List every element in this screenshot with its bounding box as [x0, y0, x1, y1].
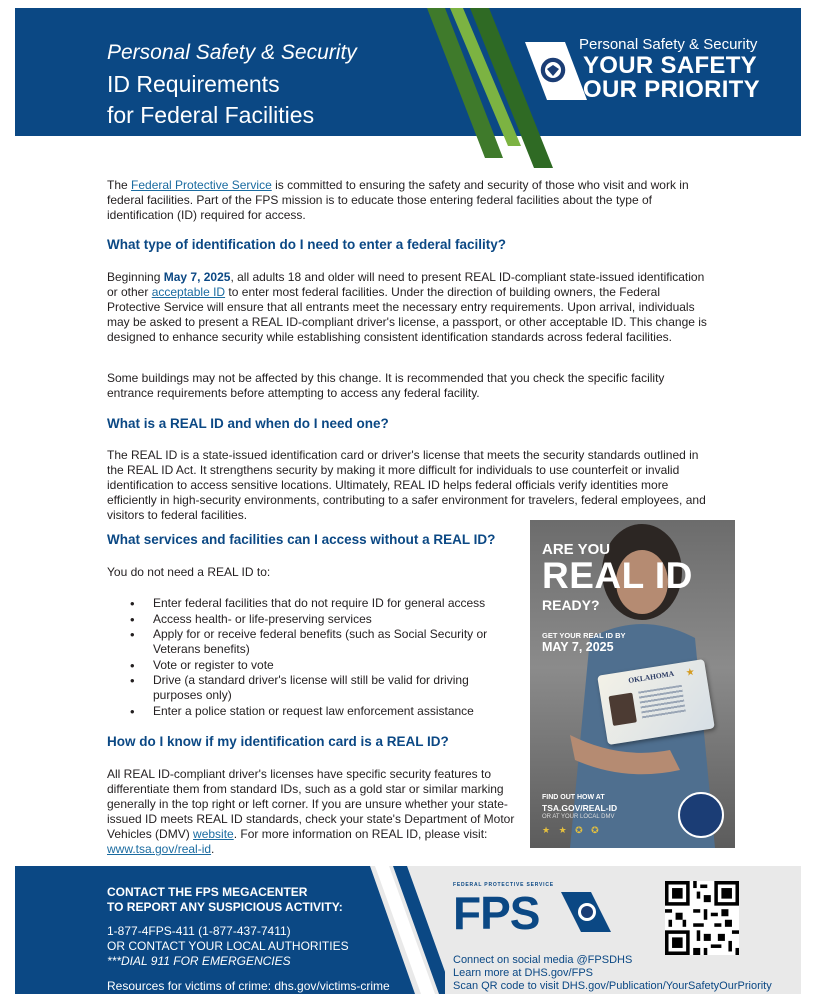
star-icons: ★ ★ ✪ ✪ — [542, 825, 602, 835]
services-intro: You do not need a REAL ID to: — [107, 565, 271, 579]
footer-contact-heading — [107, 885, 367, 915]
card-state: OKLAHOMA — [627, 668, 675, 686]
footer-emergency: ***DIAL 911 FOR EMERGENCIES — [107, 954, 291, 968]
dhs-seal-icon — [678, 792, 724, 838]
contact-line2: TO REPORT ANY SUSPICIOUS ACTIVITY: — [107, 900, 343, 914]
brand-slogan — [583, 54, 760, 102]
contact-line1: CONTACT THE FPS MEGACENTER — [107, 885, 308, 899]
identification-paragraph — [107, 270, 707, 345]
tsa-real-id-link[interactable]: www.tsa.gov/real-id — [107, 842, 212, 856]
phone-number[interactable]: 1-877-4FPS-411 (1-877-437-7411) — [107, 924, 291, 938]
services-list — [107, 596, 507, 719]
gold-star-icon: ★ — [685, 666, 696, 679]
list-item: • Enter federal facilities that do not require ID for general access — [107, 596, 507, 611]
qr-code-icon[interactable] — [665, 881, 739, 955]
list-item: • Enter a police station or request law enforcement assistance — [107, 704, 507, 719]
brand-slogan-line1: YOUR SAFETY — [583, 52, 757, 79]
deadline-date: May 7, 2025 — [163, 270, 231, 284]
fps-letters: FPS — [453, 887, 540, 939]
document-page — [15, 8, 801, 994]
brand-small-text: Personal Safety & Security — [579, 36, 758, 53]
card-details — [638, 685, 686, 720]
learn-more-text: Learn more at DHS.gov/FPS — [453, 967, 594, 979]
dmv-website-link[interactable]: website — [193, 827, 234, 841]
dhs-logo-icon — [525, 36, 587, 100]
fps-logo — [453, 882, 613, 944]
buildings-paragraph: Some buildings may not be affected by this change. It is recommended that you check the specific facility entrance requirements before attempting to access any federal facility. — [107, 371, 665, 400]
list-item: • Access health- or life-preserving services — [107, 612, 507, 627]
footer-victims-resources: Resources for victims of crime: dhs.gov/victims-crime — [107, 979, 390, 993]
acceptable-id-link[interactable]: acceptable ID — [151, 285, 226, 299]
header-banner — [15, 8, 801, 136]
poster-dmv: OR AT YOUR LOCAL DMV — [542, 814, 615, 820]
id-text-a: Beginning — [107, 270, 164, 284]
list-item: • Vote or register to vote — [107, 658, 507, 673]
verify-paragraph — [107, 767, 527, 857]
fps-flag-icon — [561, 892, 611, 932]
header-title-line2: for Federal Facilities — [107, 102, 315, 128]
poster-get-by: GET YOUR REAL ID BY — [542, 631, 626, 640]
section-heading-verify: How do I know if my identification card is a REAL ID? — [107, 734, 449, 749]
poster-real-id: REAL ID — [542, 555, 693, 596]
fps-small-label: FEDERAL PROTECTIVE SERVICE — [453, 882, 554, 888]
poster-url: TSA.GOV/REAL-ID — [542, 803, 618, 813]
qr-instructions: Scan QR code to visit DHS.gov/Publication/YourSafetyOurPriority — [453, 980, 772, 992]
verify-text-c: . — [211, 842, 215, 856]
header-title-line1: ID Requirements — [107, 71, 280, 97]
section-heading-services: What services and facilities can I access without a REAL ID? — [107, 532, 496, 547]
list-item: • Apply for or receive federal benefits (such as Social Security or Veterans benefits) — [107, 627, 507, 657]
real-id-poster — [530, 520, 735, 848]
footer-connect-block — [453, 954, 772, 993]
intro-text-b: is committed to ensuring the safety and security of those who visit and work in federal facilities. Part of the FPS mission is to educate those entering federal facilities about the type of identification (ID) required for access. — [107, 178, 689, 222]
poster-date: MAY 7, 2025 — [542, 640, 614, 654]
header-subtitle: Personal Safety & Security — [107, 41, 357, 64]
brand-block — [525, 36, 795, 106]
fps-link[interactable]: Federal Protective Service — [131, 178, 272, 192]
intro-text-a: The — [107, 178, 132, 192]
footer-phone-block — [107, 924, 387, 954]
poster-are-you: ARE YOU — [542, 541, 611, 558]
section-heading-real-id: What is a REAL ID and when do I need one? — [107, 416, 389, 431]
brand-slogan-line2: OUR PRIORITY — [583, 76, 760, 103]
local-authorities: OR CONTACT YOUR LOCAL AUTHORITIES — [107, 939, 349, 953]
section-heading-identification: What type of identification do I need to enter a federal facility? — [107, 237, 507, 252]
poster-ready: READY? — [542, 597, 600, 613]
id-text-b: , all adults 18 and older will need to present REAL ID-compliant state-issued identification or other — [107, 270, 705, 299]
footer — [15, 866, 801, 994]
real-id-paragraph: The REAL ID is a state-issued identification card or driver's license that meets the security standards outlined in the REAL ID Act. It strengthens security by making it more difficult for individuals to use counterfeit or invalid identification to access sensitive locations. Ultimately, REAL ID helps federal officials verify identities more efficiently in high-security environments, contributing to a safer environment for travelers, federal employees, and visitors to federal facilities. — [107, 448, 706, 522]
header-title — [107, 69, 314, 131]
list-item: • Drive (a standard driver's license will still be valid for driving purposes only) — [107, 673, 507, 703]
intro-paragraph — [107, 178, 707, 223]
card-photo — [609, 693, 637, 726]
poster-find-out: FIND OUT HOW AT — [542, 794, 605, 801]
id-text-c: to enter most federal facilities. Under the direction of building owners, the Federal Protective Service will ensure that all entrants meet the necessary entry requirements. Upon arrival, individuals may be asked to present a REAL ID-compliant driver's license, a passport, or other acceptable ID. This change is designed to enhance security while establishing consistent identification standards across federal facilities. — [107, 285, 707, 344]
verify-text-a: All REAL ID-compliant driver's licenses have specific security features to differentiate them from standard IDs, such as a gold star or similar marking generally in the top right or left corner. If you are unsure whether your state-issued ID meets REAL ID standards, check your state's Department of Motor Vehicles (DMV) — [107, 767, 515, 841]
social-media-text: Connect on social media @FPSDHS — [453, 954, 633, 966]
verify-text-b: . For more information on REAL ID, please visit: — [233, 827, 488, 841]
